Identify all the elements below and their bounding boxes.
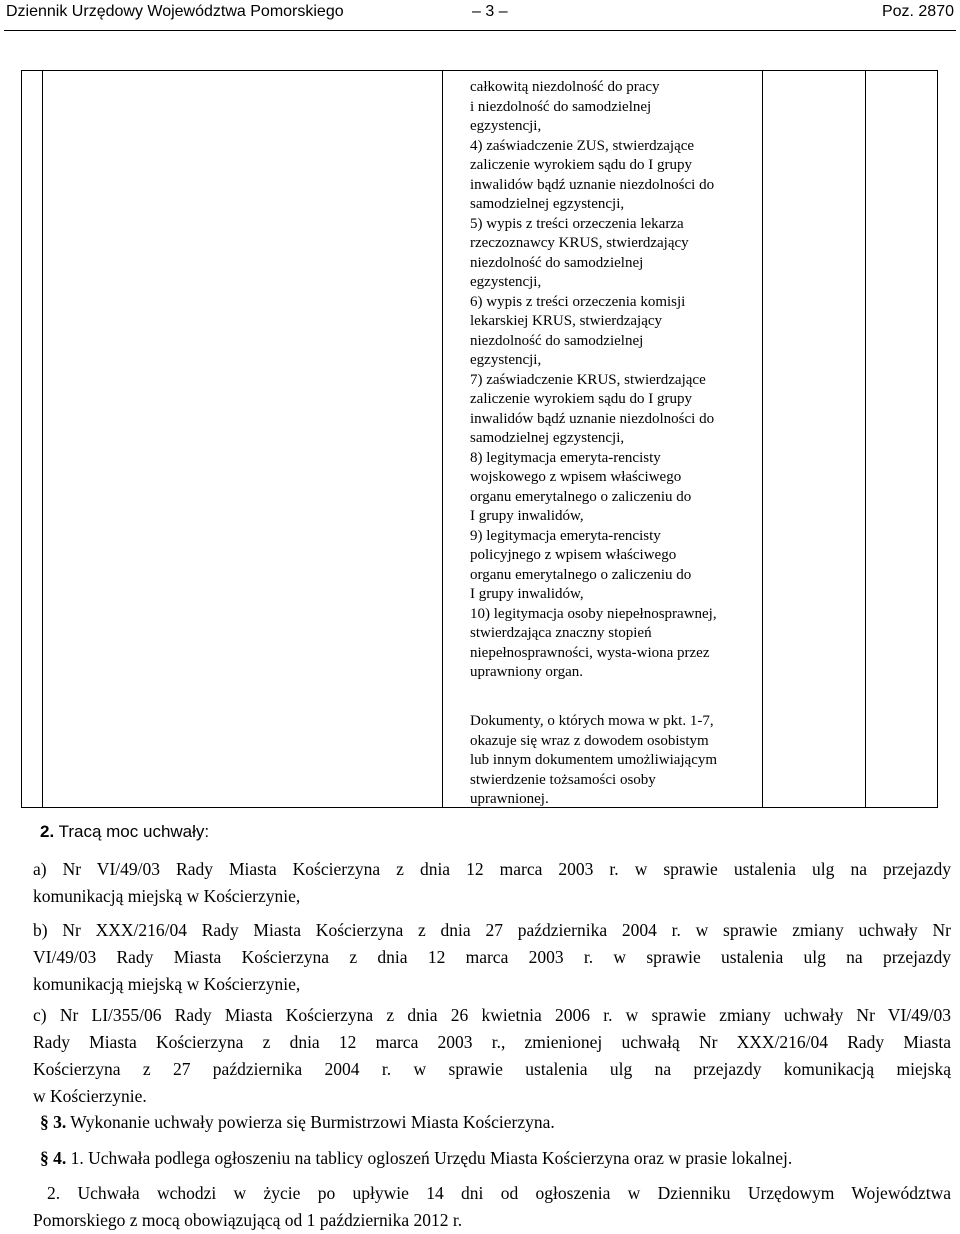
list-line: lekarskiej KRUS, stwierdzający [470, 313, 663, 329]
section-2-heading [40, 822, 209, 842]
point-2-line: 2. Uchwała wchodzi w życie po upływie 14 dni od ogłoszenia w Dzienniku Urzędowym Województwa [47, 1183, 951, 1203]
list-line: rzeczoznawcy KRUS, stwierdzający [470, 235, 689, 251]
table-column-divider [442, 71, 443, 807]
item-a-line: a) Nr VI/49/03 Rady Miasta Kościerzyna z dnia 12 marca 2003 r. w sprawie ustalenia ulg na przejazdy [33, 859, 951, 879]
item-b-line: VI/49/03 Rady Miasta Kościerzyna z dnia 12 marca 2003 r. w sprawie ustalenia ulg na przejazdy [33, 947, 951, 967]
repealed-item-b [33, 917, 951, 998]
documents-note [470, 712, 760, 810]
list-line: egzystencji, [470, 118, 542, 134]
section-3-number: § 3. [40, 1112, 67, 1132]
item-c-line: c) Nr LI/355/06 Rady Miasta Kościerzyna z dnia 26 kwietnia 2006 r. w sprawie zmiany uchwały Nr VI/49/03 [33, 1005, 951, 1025]
list-line: 8) legitymacja emeryta-rencisty [470, 449, 661, 466]
table-column-divider [762, 71, 763, 807]
note-line: stwierdzenie tożsamości osoby [470, 771, 656, 788]
list-line: 7) zaświadczenie KRUS, stwierdzające [470, 371, 706, 388]
required-documents-list [470, 78, 760, 683]
note-line: lub innym dokumentem umożliwiającym [470, 752, 718, 768]
list-line: I grupy inwalidów, [470, 508, 584, 524]
section-3-text: Wykonanie uchwały powierza się Burmistrzowi Miasta Kościerzyna. [66, 1112, 555, 1132]
section-2-title: Tracą moc uchwały: [54, 822, 210, 841]
repealed-item-c [33, 1002, 951, 1110]
list-line: uprawniony organ. [470, 664, 584, 680]
list-line: 6) wypis z treści orzeczenia komisji [470, 293, 686, 310]
section-2-number: 2. [40, 822, 55, 841]
item-c-line: w Kościerzynie. [33, 1086, 147, 1106]
list-line: 9) legitymacja emeryta-rencisty [470, 527, 661, 544]
list-line: 10) legitymacja osoby niepełnosprawnej, [470, 605, 717, 622]
list-line: inwalidów bądź uznanie niezdolności do [470, 176, 715, 193]
list-line: zaliczenie wyrokiem sądu do I grupy [470, 157, 693, 173]
note-line: uprawnionej. [470, 791, 549, 807]
repealed-item-a [33, 856, 951, 910]
list-line: zaliczenie wyrokiem sądu do I grupy [470, 391, 693, 407]
section-4-text: 1. Uchwała podlega ogłoszeniu na tablicy ogloszeń Urzędu Miasta Kościerzyna oraz w prasie lokalnej. [66, 1148, 793, 1168]
list-line: całkowitą niezdolność do pracy [470, 79, 660, 95]
section-4-number: § 4. [40, 1148, 67, 1168]
list-line: wojskowego z wpisem właściwego [470, 469, 682, 485]
item-c-line: Rady Miasta Kościerzyna z dnia 12 marca 2003 r., zmienionej uchwałą Nr XXX/216/04 Rady Miasta [33, 1032, 951, 1052]
list-line: egzystencji, [470, 274, 542, 290]
list-line: inwalidów bądź uznanie niezdolności do [470, 410, 715, 427]
note-line: okazuje się wraz z dowodem osobistym [470, 732, 709, 749]
list-line: niezdolność do samodzielnej [470, 254, 644, 271]
section-4 [40, 1148, 792, 1169]
table-column-divider [42, 71, 43, 807]
list-line: organu emerytalnego o zaliczeniu do [470, 566, 692, 583]
table-column-divider [865, 71, 866, 807]
page-header [4, 0, 956, 31]
list-line: stwierdzająca znaczny stopień [470, 625, 652, 641]
list-line: I grupy inwalidów, [470, 586, 584, 602]
list-line: 4) zaświadczenie ZUS, stwierdzające [470, 137, 695, 154]
section-3 [40, 1112, 555, 1133]
page-number: – 3 – [472, 3, 508, 20]
list-line: i niezdolność do samodzielnej [470, 98, 652, 115]
item-b-line: komunikacją miejską w Kościerzynie, [33, 974, 301, 994]
list-line: samodzielnej egzystencji, [470, 430, 625, 446]
item-c-line: Kościerzyna z 27 października 2004 r. w sprawie ustalenia ulg na przejazdy komunikacją miejską [33, 1059, 951, 1079]
journal-title: Dziennik Urzędowy Województwa Pomorskiego [6, 3, 344, 20]
list-line: niezdolność do samodzielnej [470, 332, 644, 349]
note-line: Dokumenty, o których mowa w pkt. 1-7, [470, 713, 714, 729]
list-line: egzystencji, [470, 352, 542, 368]
section-4-point-2 [33, 1180, 951, 1234]
list-line: policyjnego z wpisem właściwego [470, 547, 677, 563]
item-a-line: komunikacją miejską w Kościerzynie, [33, 886, 301, 906]
point-2-line: Pomorskiego z mocą obowiązującą od 1 października 2012 r. [33, 1210, 463, 1230]
list-line: organu emerytalnego o zaliczeniu do [470, 488, 692, 505]
list-line: 5) wypis z treści orzeczenia lekarza [470, 215, 684, 232]
item-position: Poz. 2870 [881, 3, 954, 20]
list-line: niepełnosprawności, wysta-wiona przez [470, 644, 710, 661]
list-line: samodzielnej egzystencji, [470, 196, 625, 212]
item-b-line: b) Nr XXX/216/04 Rady Miasta Kościerzyna z dnia 27 października 2004 r. w sprawie zmiany uchwały Nr [33, 920, 951, 940]
